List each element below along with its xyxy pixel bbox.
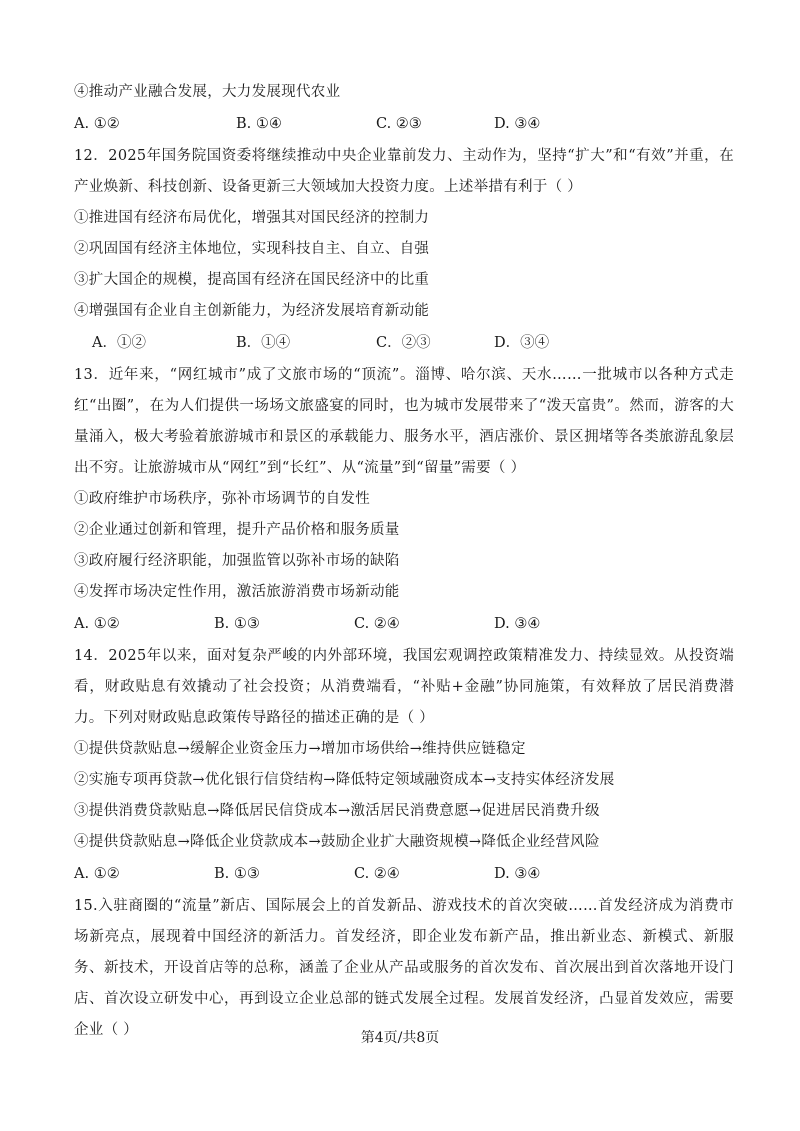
q12-option-a: A．①② — [92, 335, 146, 351]
q12-stem: 12．2025年国务院国资委将继续推动中央企业靠前发力、主动作为，坚持“扩大”和“有效”并重，在产业焕新、科技创新、设备更新三大领域加大投资力度。上述举措有利于（ ） — [74, 148, 734, 195]
q14-statement-3: ③提供消费贷款贴息→降低居民信贷成本→激活居民消费意愿→促进居民消费升级 — [74, 803, 600, 819]
q13-stem: 13．近年来，“网红城市”成了文旅市场的“顶流”。淄博、哈尔滨、天水……一批城市以各种方式走红“出圈”，在为人们提供一场场文旅盛宴的同时，也为城市发展带来了“泼天富贵”。然而，游客的大量涌入，极大考验着旅游城市和景区的承载能力、服务水平，酒店涨价、景区拥堵等各类旅游乱象层出不穷。让旅游城市从“网红”到“长红”、从“流量”到“留量”需要（ ） — [74, 367, 734, 476]
q11-options — [74, 113, 634, 135]
page-number: 第4页/共8页 — [360, 1030, 440, 1046]
q12-option-c: C．②③ — [376, 335, 431, 351]
q14-option-a: A. ①② — [74, 866, 120, 882]
q12-statement-1: ①推进国有经济布局优化，增强其对国民经济的控制力 — [74, 210, 430, 226]
q12-options — [74, 332, 634, 354]
q13-option-c: C. ②④ — [354, 616, 400, 632]
q13-statement-1: ①政府维护市场秩序，弥补市场调节的自发性 — [74, 491, 370, 507]
q13-option-d: D. ③④ — [494, 616, 541, 632]
q13-options — [74, 613, 634, 635]
q11-statement-4: ④推动产业融合发展，大力发展现代农业 — [74, 84, 341, 100]
q11-option-b: B. ①④ — [236, 116, 282, 132]
q13-statement-3: ③政府履行经济职能，加强监管以弥补市场的缺陷 — [74, 553, 400, 569]
q12-option-b: B．①④ — [236, 335, 291, 351]
q11-option-c: C. ②③ — [376, 116, 422, 132]
q14-statement-1: ①提供贷款贴息→缓解企业资金压力→增加市场供给→维持供应链稳定 — [74, 741, 526, 757]
q14-options — [74, 863, 634, 885]
q13-option-a: A. ①② — [74, 616, 120, 632]
q12-statement-3: ③扩大国企的规模，提高国有经济在国民经济中的比重 — [74, 272, 430, 288]
q15-stem: 15.入驻商圈的“流量”新店、国际展会上的首发新品、游戏技术的首次突破……首发经济成为消费市场新亮点，展现着中国经济的新活力。首发经济，即企业发布新产品，推出新业态、新模式、新服务、新技术，开设首店等的总称，涵盖了企业从产品或服务的首次发布、首次展出到首次落地开设门店、首次设立研发中心，再到设立企业总部的链式发展全过程。发展首发经济，凸显首发效应，需要企业（ ） — [74, 898, 734, 1038]
q13-statement-4: ④发挥市场决定性作用，激活旅游消费市场新动能 — [74, 584, 400, 600]
q11-option-d: D. ③④ — [494, 116, 541, 132]
q14-option-d: D. ③④ — [494, 866, 541, 882]
q12-statement-4: ④增强国有企业自主创新能力，为经济发展培育新动能 — [74, 303, 430, 319]
q11-option-a: A. ①② — [74, 116, 120, 132]
q14-option-c: C. ②④ — [354, 866, 400, 882]
q14-statement-4: ④提供贷款贴息→降低企业贷款成本→鼓励企业扩大融资规模→降低企业经营风险 — [74, 834, 600, 850]
q14-stem: 14．2025年以来，面对复杂严峻的内外部环境，我国宏观调控政策精准发力、持续显效。从投资端看，财政贴息有效撬动了社会投资；从消费端看，“补贴+金融”协同施策，有效释放了居民消费潜力。下列对财政贴息政策传导路径的描述正确的是（ ） — [74, 648, 734, 726]
q13-statement-2: ②企业通过创新和管理，提升产品价格和服务质量 — [74, 522, 400, 538]
q12-statement-2: ②巩固国有经济主体地位，实现科技自主、自立、自强 — [74, 241, 430, 257]
q14-option-b: B. ①③ — [214, 866, 260, 882]
q13-option-b: B. ①③ — [214, 616, 260, 632]
q12-option-d: D．③④ — [494, 335, 550, 351]
q14-statement-2: ②实施专项再贷款→优化银行信贷结构→降低特定领域融资成本→支持实体经济发展 — [74, 772, 615, 788]
